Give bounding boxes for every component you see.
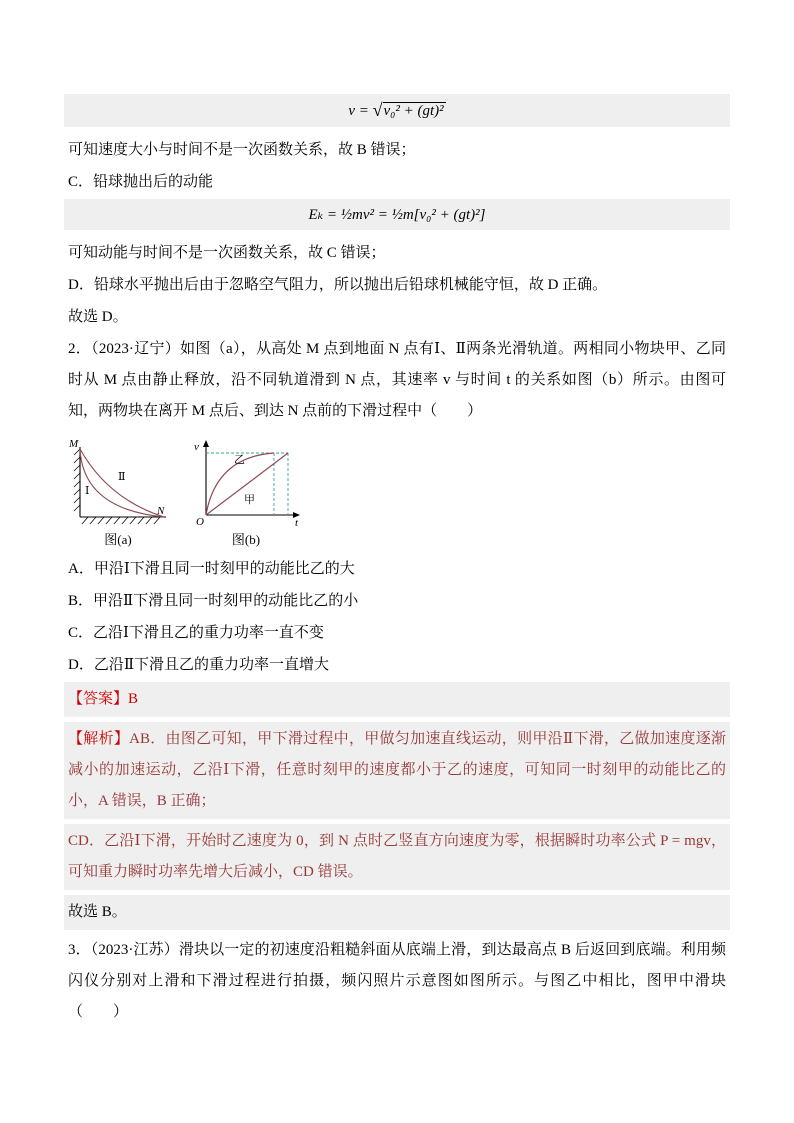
ground-hatching	[82, 517, 160, 524]
analysis-label: 【解析】	[68, 731, 130, 747]
option-a: A．甲沿Ⅰ下滑且同一时刻甲的动能比乙的大	[68, 561, 355, 577]
question2-stem: 2．（2023·辽宁）如图（a），从高处 M 点到地面 N 点有Ⅰ、Ⅱ两条光滑轨道。两相同小物块甲、乙同时从 M 点由静止释放，沿不同轨道滑到 N 点，其速率 v 与时间 t 的关系如图（b）所示。由图可知，两物块在离开 M 点后、到达 N 点前的下滑过程中（ ）	[68, 341, 726, 419]
analysis-ab-text: AB．由图乙可知，甲下滑过程中，甲做匀加速直线运动，则甲沿Ⅱ下滑，乙做加速度逐渐减小的加速运动，乙沿Ⅰ下滑，任意时刻甲的速度都小于乙的速度，可知同一时刻甲的动能比乙的小，A 错误，B 正确；	[68, 731, 726, 809]
question3-stem: 3．（2023·江苏）滑块以一定的初速度沿粗糙斜面从底端上滑，到达最高点 B 后返回到底端。利用频闪仪分别对上滑和下滑过程进行拍摄，频闪照片示意图如图所示。与图乙中相比，图甲中滑块（ ）	[68, 942, 726, 1020]
option-b: B．甲沿Ⅱ下滑且同一时刻甲的动能比乙的小	[68, 593, 359, 609]
label-track-II: Ⅱ	[118, 471, 126, 483]
label-M: M	[69, 438, 79, 450]
label-v: v	[194, 441, 199, 453]
figures-row	[68, 437, 726, 548]
figure-b-caption: 图(b)	[231, 532, 261, 547]
explanation-line-d: D．铅球水平抛出后由于忽略空气阻力，所以抛出后铅球机械能守恒，故 D 正确。	[68, 277, 608, 293]
formula-lhs: v =	[348, 103, 373, 119]
label-yi: 乙	[234, 454, 245, 466]
answer-line	[64, 682, 730, 717]
option-c: C．乙沿Ⅰ下滑且乙的重力功率一直不变	[68, 625, 324, 641]
formula-energy-box	[64, 199, 730, 230]
formula-velocity-box	[64, 94, 730, 127]
kinetic-energy-formula: Eₖ = ½mv² = ½m[v₀² + (gt)²]	[308, 207, 486, 223]
label-N: N	[157, 505, 165, 517]
explanation-line-b: 可知速度大小与时间不是一次函数关系，故 B 错误；	[68, 142, 416, 158]
sqrt-sign: √	[372, 100, 383, 120]
vt-graph	[190, 437, 302, 527]
radicand: v₀² + (gt)²	[383, 103, 444, 119]
wall-hatching	[74, 449, 80, 511]
explanation-line-c: 可知动能与时间不是一次函数关系，故 C 错误；	[68, 245, 386, 261]
option-d: D．乙沿Ⅱ下滑且乙的重力功率一直增大	[68, 657, 330, 673]
v-axis-arrow	[203, 440, 209, 447]
analysis-ab-paragraph	[64, 722, 730, 819]
track-I-curve	[80, 449, 164, 517]
answer-value: B	[128, 691, 139, 707]
option-c-intro: C．铅球抛出后的动能	[68, 174, 214, 190]
label-O: O	[196, 516, 204, 527]
answer-label: 【答案】	[68, 691, 129, 707]
track-diagram	[68, 437, 168, 527]
figure-b	[190, 437, 302, 548]
label-t: t	[295, 517, 299, 527]
figure-a	[68, 437, 168, 548]
label-jia: 甲	[244, 494, 255, 506]
conclusion-q1: 故选 D。	[68, 309, 128, 325]
conclusion-q2: 故选 B。	[64, 895, 730, 930]
velocity-formula	[348, 100, 445, 121]
analysis-cd-paragraph: CD．乙沿Ⅰ下滑，开始时乙速度为 0，到 N 点时乙竖直方向速度为零，根据瞬时功率公式 P = mgv，可知重力瞬时功率先增大后减小，CD 错误。	[64, 824, 730, 890]
label-track-I: Ⅰ	[85, 485, 90, 497]
figure-a-caption: 图(a)	[104, 532, 132, 547]
